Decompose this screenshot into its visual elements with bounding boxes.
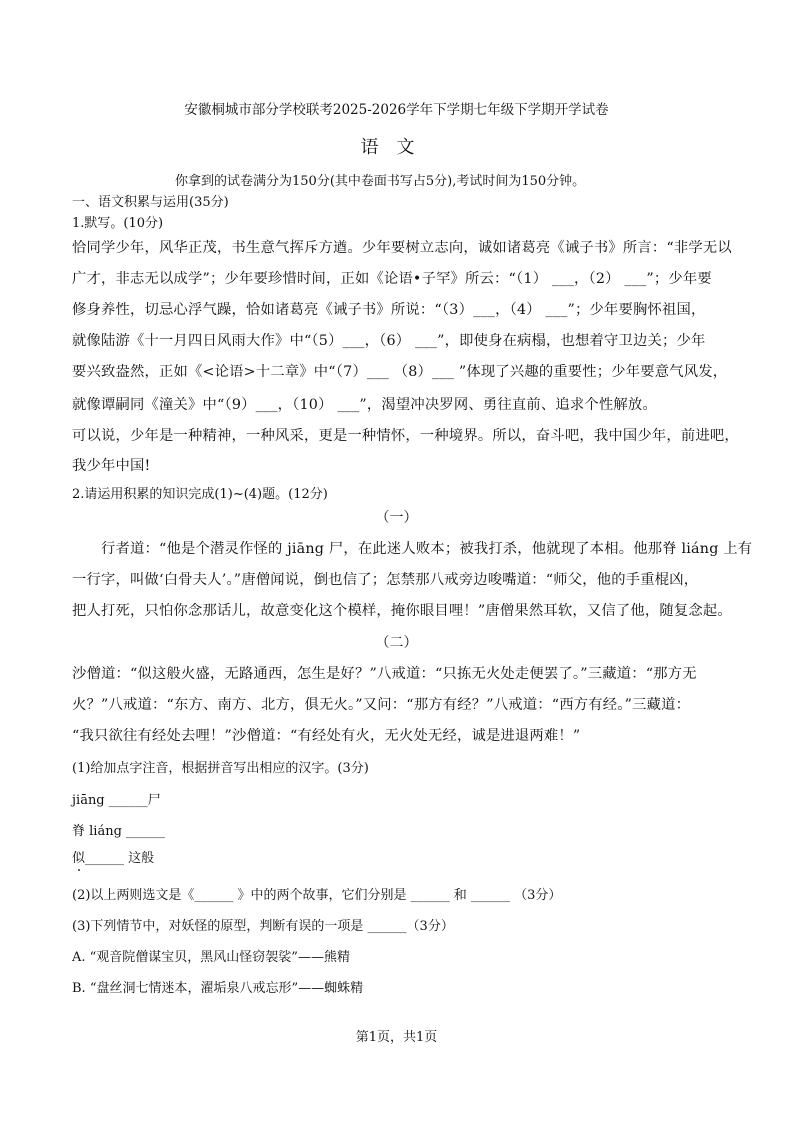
q1-line: 广才，非志无以成学”；少年要珍惜时间，正如《论语•子罕》所云：“（1） ___，（2） ___”；少年要 bbox=[72, 271, 712, 287]
subject-title: 语文 bbox=[360, 137, 433, 158]
passage-1-line: 一行字，叫做‘白骨夫人’。”唐僧闻说，倒也信了；怎禁那八戒旁边唆嘴道：“师父，他的手重棍凶， bbox=[72, 572, 699, 588]
passage-2-line: 沙僧道：“似这般火盛，无路通西，怎生是好？”八戒道：“只拣无火处走便罢了。”三藏道：“那方无 bbox=[72, 666, 697, 682]
section-heading: 一、语文积累与运用(35分) bbox=[72, 195, 229, 210]
passage-1-marker: （一） bbox=[375, 510, 418, 526]
q1-line: 恰同学少年，风华正茂，书生意气挥斥方遒。少年要树立志向，诚如诸葛亮《诫子书》所言：“非学无以 bbox=[72, 240, 732, 256]
passage-2-line: 火？”八戒道：“东方、南方、北方，俱无火。”又问：“那方有经？”八戒道：“西方有经。”三藏道： bbox=[72, 697, 691, 713]
q1-line: 就像谭嗣同《潼关》中“（9）___，（10） ___”，渴望冲决罗网、勇往直前、追求个性解放。 bbox=[72, 397, 657, 413]
sub-question-2: (2)以上两则选文是《______ 》中的两个故事，它们分别是 ______ 和 ______ （3分） bbox=[72, 888, 562, 903]
question-1-label: 1.默写。(10分) bbox=[72, 216, 164, 231]
q1-line: 修身养性，切忌心浮气躁，恰如诸葛亮《诫子书》所说：“（3）___，（4） ___”；少年要胸怀祖国， bbox=[72, 302, 706, 318]
q1-line: 要兴致盎然，正如《<论语>十二章》中“（7）___ （8）___ ”体现了兴趣的重要性；少年要意气风发， bbox=[72, 364, 728, 380]
sub-question-3: (3)下列情节中，对妖怪的原型，判断有误的一项是 ______（3分） bbox=[72, 919, 454, 934]
passage-1-line: 把人打死，只怕你念那话儿，故意变化这个模样，掩你眼目哩！”唐僧果然耳软，又信了他，随复念起。 bbox=[72, 603, 732, 619]
exam-instruction: 你拿到的试卷满分为150分(其中卷面书写占5分),考试时间为150分钟。 bbox=[175, 174, 586, 189]
page-footer: 第1页，共1页 bbox=[355, 1030, 438, 1045]
q1-line: 我少年中国! bbox=[72, 458, 151, 474]
exam-title: 安徽桐城市部分学校联考2025-2026学年下学期七年级下学期开学试卷 bbox=[184, 102, 609, 118]
pinyin-item-2: 脊 liáng ______ bbox=[72, 824, 166, 839]
pinyin-item-3-rest: ______ 这般 bbox=[85, 851, 155, 866]
passage-2-marker: （二） bbox=[375, 635, 418, 651]
passage-1-line: 行者道：“他是个潜灵作怪的 jiāng 尸，在此迷人败本；被我打杀，他就现了本相。他那脊 liáng 上有 bbox=[101, 541, 753, 557]
q1-line: 就像陆游《十一月四日风雨大作》中“（5）___，（6） ___”，即使身在病榻，也想着守卫边关；少年 bbox=[72, 333, 706, 349]
dotted-character: 似 bbox=[72, 851, 86, 866]
question-2-label: 2.请运用积累的知识完成(1)~(4)题。(12分) bbox=[72, 487, 328, 502]
pinyin-item-3 bbox=[72, 847, 154, 866]
pinyin-item-1: jiāng ______尸 bbox=[72, 793, 161, 808]
sub-question-1: (1)给加点字注音，根据拼音写出相应的汉字。(3分) bbox=[72, 761, 369, 776]
option-b: B. “盘丝洞七情迷本，濯垢泉八戒忘形”——蜘蛛精 bbox=[72, 981, 364, 996]
q1-line: 可以说，少年是一种精神，一种风采，更是一种情怀，一种境界。所以，奋斗吧，我中国少年，前进吧， bbox=[72, 428, 739, 444]
option-a: A. “观音院僧谋宝贝，黑风山怪窃袈裟”——熊精 bbox=[72, 950, 350, 965]
passage-2-line: “我只欲往有经处去哩！”沙僧道：“有经处有火，无火处无经，诚是进退两难！” bbox=[72, 728, 581, 744]
